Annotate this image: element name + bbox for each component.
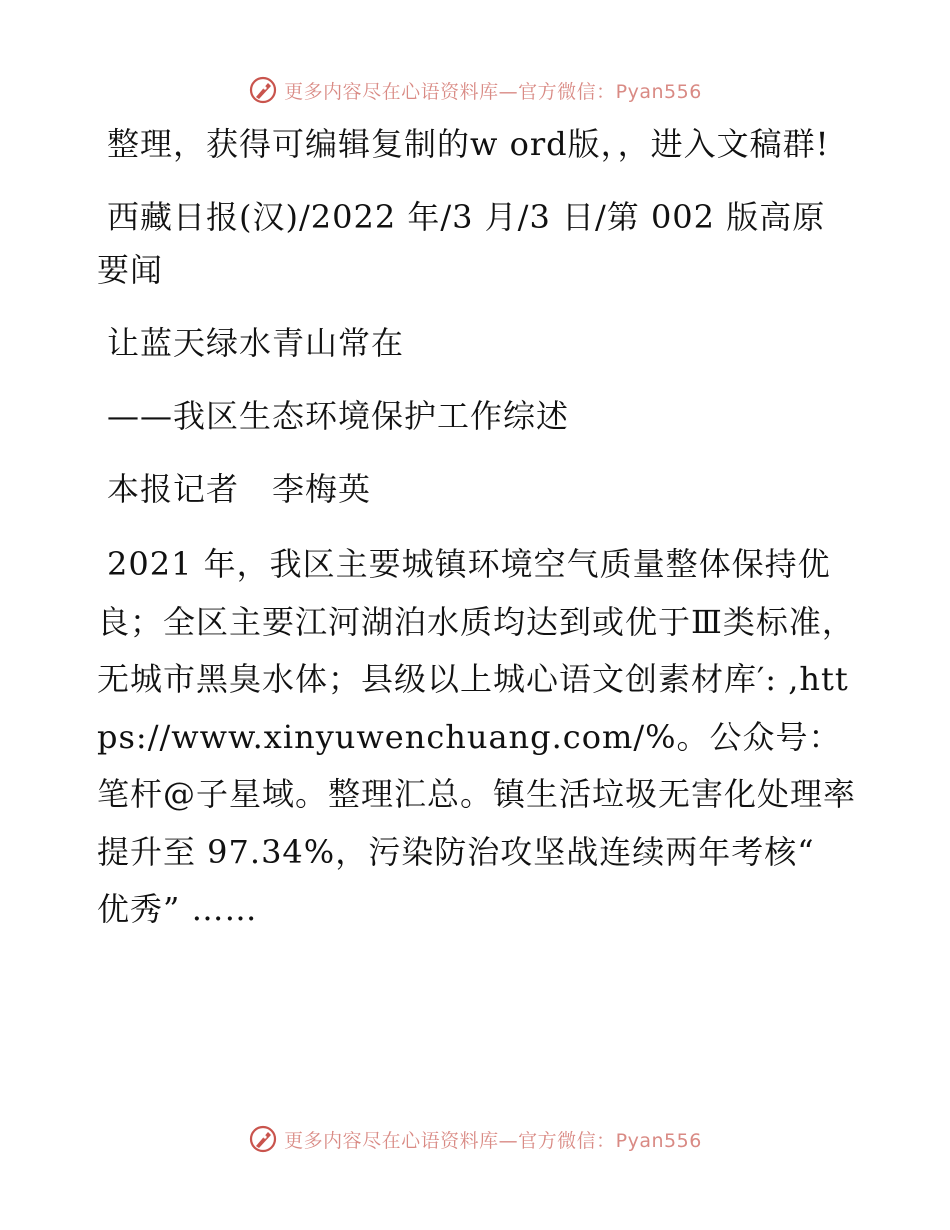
header-watermark-banner	[0, 70, 950, 110]
article-title: 让蓝天绿水青山常在	[107, 324, 405, 362]
source-line: 西藏日报(汉)/2022 年/3 月/3 日/第 002 版高原要闻	[97, 198, 826, 289]
document-body	[97, 118, 857, 959]
pen-nib-logo-icon	[248, 75, 278, 105]
footer-watermark-banner	[0, 1119, 950, 1159]
pen-nib-logo-icon	[248, 1124, 278, 1154]
body-paragraph: 2021 年，我区主要城镇环境空气质量整体保持优良；全区主要江河湖泊水质均达到或优于Ⅲ类标准，无城市黑臭水体；县级以上城心语文创素材库′: ,https://www.xinyuwenchuang.com/%。公众号：笔杆@子星域。整理汇总。镇生活垃圾无害化处理率提升至 97.34%，污染防治攻坚战连续两年考核“ 优秀” ……	[97, 545, 857, 928]
watermark-text: 更多内容尽在心语资料库—官方微信：Pyan556	[284, 80, 702, 103]
article-subtitle: ——我区生态环境保护工作综述	[107, 397, 570, 435]
watermark-text: 更多内容尽在心语资料库—官方微信：Pyan556	[284, 1129, 702, 1152]
intro-note: 整理，获得可编辑复制的w ord版，，进入文稿群!	[107, 125, 830, 163]
byline: 本报记者 李梅英	[107, 470, 372, 508]
